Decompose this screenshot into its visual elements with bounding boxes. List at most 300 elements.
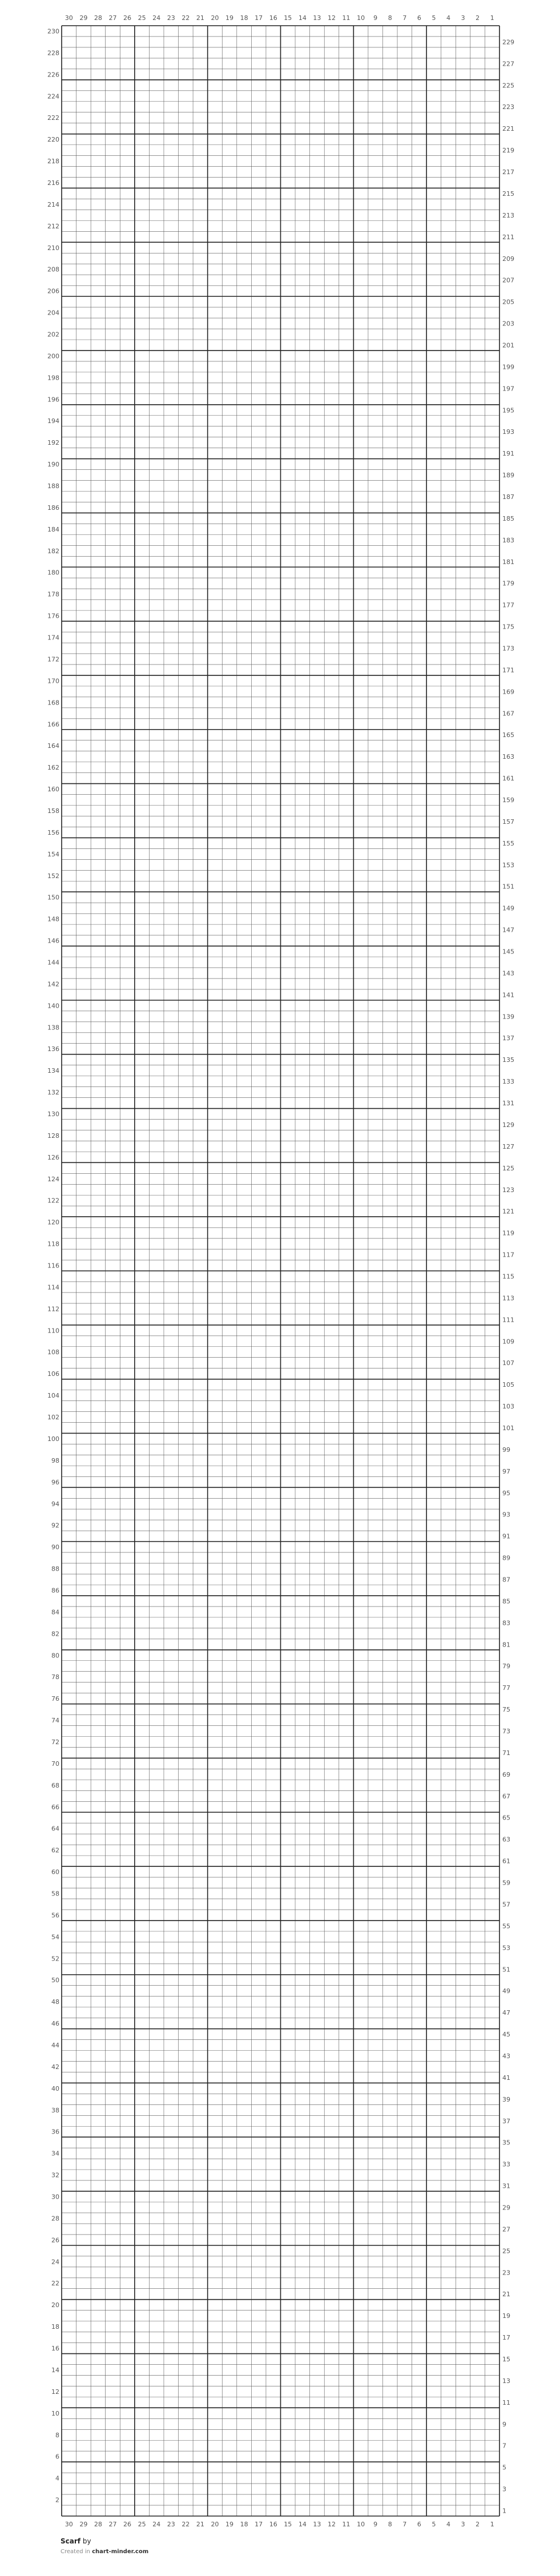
row-label-right: 31: [502, 2182, 510, 2190]
row-label-right: 103: [502, 1403, 514, 1411]
column-label-bottom: 15: [284, 2521, 292, 2528]
row-label-left: 122: [47, 1197, 59, 1205]
row-label-right: 111: [502, 1316, 514, 1324]
row-labels-left: [47, 27, 59, 2503]
row-label-left: 132: [47, 1089, 59, 1097]
row-label-right: 181: [502, 558, 514, 566]
row-label-right: 75: [502, 1706, 510, 1714]
column-label-top: 10: [357, 14, 365, 22]
credit-prefix: Created in: [61, 2549, 90, 2555]
row-label-left: 180: [47, 569, 59, 577]
row-label-right: 115: [502, 1273, 514, 1281]
row-label-left: 72: [51, 1738, 59, 1746]
row-label-right: 9: [502, 2420, 506, 2428]
row-label-left: 190: [47, 461, 59, 469]
row-label-left: 204: [47, 309, 59, 317]
column-label-bottom: 10: [357, 2521, 365, 2528]
row-label-right: 29: [502, 2204, 510, 2212]
row-label-right: 13: [502, 2377, 510, 2385]
row-label-right: 45: [502, 2031, 510, 2039]
row-label-right: 81: [502, 1641, 510, 1649]
row-label-right: 105: [502, 1381, 514, 1389]
column-label-bottom: 9: [373, 2521, 378, 2528]
column-label-top: 24: [152, 14, 161, 22]
row-label-left: 152: [47, 872, 59, 880]
row-label-left: 202: [47, 331, 59, 339]
row-label-right: 11: [502, 2398, 510, 2406]
row-label-left: 38: [51, 2106, 59, 2114]
row-label-right: 149: [502, 904, 514, 912]
row-label-left: 150: [47, 893, 59, 901]
row-label-left: 76: [51, 1695, 59, 1703]
row-label-right: 55: [502, 1922, 510, 1930]
row-label-right: 15: [502, 2356, 510, 2364]
row-label-left: 196: [47, 396, 59, 404]
column-label-bottom: 5: [432, 2521, 436, 2528]
column-label-top: 20: [211, 14, 219, 22]
row-label-left: 36: [51, 2128, 59, 2136]
row-label-right: 107: [502, 1359, 514, 1367]
credit-brand-link[interactable]: chart-minder.com: [92, 2549, 149, 2555]
row-label-left: 74: [51, 1717, 59, 1725]
row-label-right: 91: [502, 1532, 510, 1540]
row-label-left: 18: [51, 2323, 59, 2331]
column-label-bottom: 23: [167, 2521, 175, 2528]
row-label-right: 195: [502, 406, 514, 414]
row-label-right: 183: [502, 536, 514, 544]
row-label-left: 134: [47, 1067, 59, 1075]
row-label-right: 89: [502, 1554, 510, 1562]
row-label-left: 166: [47, 721, 59, 728]
row-label-left: 218: [47, 158, 59, 166]
column-label-top: 14: [298, 14, 307, 22]
row-label-left: 16: [51, 2345, 59, 2353]
row-label-right: 191: [502, 450, 514, 458]
row-label-right: 27: [502, 2225, 510, 2233]
column-label-bottom: 17: [255, 2521, 263, 2528]
row-label-right: 99: [502, 1446, 510, 1454]
row-label-left: 96: [51, 1478, 59, 1486]
row-label-left: 14: [51, 2366, 59, 2374]
row-label-left: 228: [47, 49, 59, 57]
row-label-left: 44: [51, 2042, 59, 2050]
row-label-right: 227: [502, 60, 514, 68]
row-label-right: 129: [502, 1121, 514, 1129]
column-label-top: 4: [446, 14, 451, 22]
row-label-left: 92: [51, 1522, 59, 1530]
column-label-bottom: 4: [446, 2521, 451, 2528]
row-label-left: 108: [47, 1349, 59, 1357]
row-label-left: 198: [47, 374, 59, 382]
row-label-left: 124: [47, 1175, 59, 1183]
row-label-right: 53: [502, 1944, 510, 1952]
row-label-left: 30: [51, 2193, 59, 2201]
column-label-bottom: 28: [94, 2521, 102, 2528]
row-label-right: 213: [502, 211, 514, 219]
row-label-left: 164: [47, 742, 59, 750]
row-label-right: 109: [502, 1338, 514, 1346]
row-label-left: 220: [47, 136, 59, 144]
row-label-left: 10: [51, 2409, 59, 2417]
column-label-bottom: 20: [211, 2521, 219, 2528]
row-label-left: 206: [47, 287, 59, 295]
row-label-right: 155: [502, 839, 514, 847]
row-label-right: 173: [502, 645, 514, 653]
row-label-left: 54: [51, 1933, 59, 1941]
column-labels-bottom: [65, 2521, 494, 2528]
row-label-left: 94: [51, 1500, 59, 1508]
column-label-bottom: 18: [240, 2521, 248, 2528]
row-label-right: 93: [502, 1511, 510, 1519]
column-label-bottom: 14: [298, 2521, 307, 2528]
row-label-left: 224: [47, 92, 59, 100]
row-label-right: 65: [502, 1814, 510, 1822]
row-label-left: 2: [55, 2496, 59, 2504]
row-label-right: 211: [502, 233, 514, 241]
row-label-left: 50: [51, 1977, 59, 1985]
column-label-top: 17: [255, 14, 263, 22]
row-label-right: 135: [502, 1056, 514, 1064]
row-label-left: 112: [47, 1305, 59, 1313]
row-label-left: 28: [51, 2215, 59, 2223]
row-label-left: 88: [51, 1565, 59, 1573]
row-label-right: 139: [502, 1013, 514, 1021]
row-label-left: 24: [51, 2258, 59, 2266]
row-label-right: 123: [502, 1186, 514, 1194]
row-label-left: 186: [47, 504, 59, 512]
row-label-right: 193: [502, 428, 514, 436]
row-label-left: 6: [55, 2453, 59, 2461]
row-label-left: 22: [51, 2280, 59, 2288]
row-label-left: 98: [51, 1456, 59, 1464]
row-label-right: 167: [502, 710, 514, 718]
row-label-left: 106: [47, 1370, 59, 1378]
row-label-right: 43: [502, 2052, 510, 2060]
column-label-top: 18: [240, 14, 248, 22]
row-label-left: 78: [51, 1673, 59, 1681]
column-label-bottom: 8: [388, 2521, 392, 2528]
row-label-left: 26: [51, 2236, 59, 2244]
row-label-left: 182: [47, 547, 59, 555]
column-label-top: 12: [327, 14, 336, 22]
row-label-right: 209: [502, 255, 514, 263]
row-label-right: 97: [502, 1467, 510, 1475]
row-label-left: 214: [47, 200, 59, 208]
row-label-left: 188: [47, 482, 59, 490]
row-label-right: 201: [502, 341, 514, 349]
row-label-right: 207: [502, 276, 514, 284]
row-label-right: 187: [502, 493, 514, 501]
row-label-right: 61: [502, 1857, 510, 1865]
column-label-top: 1: [490, 14, 494, 22]
column-label-bottom: 16: [269, 2521, 277, 2528]
row-label-right: 133: [502, 1078, 514, 1086]
row-label-left: 20: [51, 2301, 59, 2309]
column-label-bottom: 26: [123, 2521, 132, 2528]
row-label-left: 222: [47, 114, 59, 122]
row-label-right: 33: [502, 2160, 510, 2168]
row-label-right: 223: [502, 103, 514, 111]
row-label-right: 121: [502, 1208, 514, 1215]
row-label-left: 12: [51, 2388, 59, 2396]
row-label-right: 39: [502, 2095, 510, 2103]
row-label-left: 142: [47, 980, 59, 988]
row-label-right: 203: [502, 320, 514, 328]
row-label-right: 147: [502, 926, 514, 934]
row-label-right: 37: [502, 2117, 510, 2125]
column-label-bottom: 30: [65, 2521, 73, 2528]
row-label-right: 5: [502, 2464, 506, 2472]
row-label-left: 216: [47, 179, 59, 187]
column-label-top: 27: [108, 14, 117, 22]
row-label-right: 73: [502, 1728, 510, 1736]
row-label-right: 219: [502, 147, 514, 155]
column-label-bottom: 3: [461, 2521, 465, 2528]
row-label-left: 146: [47, 937, 59, 945]
row-label-left: 84: [51, 1608, 59, 1616]
footer-credit-line: [61, 2549, 148, 2555]
column-label-bottom: 2: [476, 2521, 480, 2528]
row-label-right: 205: [502, 298, 514, 306]
column-label-top: 25: [138, 14, 146, 22]
row-label-left: 42: [51, 2063, 59, 2071]
row-label-right: 169: [502, 688, 514, 696]
row-label-left: 100: [47, 1435, 59, 1443]
column-label-top: 6: [417, 14, 421, 22]
row-label-right: 185: [502, 514, 514, 522]
row-label-right: 225: [502, 82, 514, 90]
column-label-bottom: 13: [313, 2521, 321, 2528]
row-label-right: 95: [502, 1489, 510, 1497]
row-label-left: 154: [47, 850, 59, 858]
row-label-right: 57: [502, 1901, 510, 1909]
column-label-top: 13: [313, 14, 321, 22]
column-label-bottom: 22: [182, 2521, 190, 2528]
row-label-right: 145: [502, 948, 514, 956]
row-label-right: 217: [502, 168, 514, 176]
row-label-right: 119: [502, 1229, 514, 1237]
row-label-right: 113: [502, 1294, 514, 1302]
column-label-top: 21: [196, 14, 204, 22]
row-label-right: 23: [502, 2269, 510, 2277]
row-label-left: 62: [51, 1846, 59, 1854]
row-label-right: 159: [502, 796, 514, 804]
column-label-top: 26: [123, 14, 132, 22]
column-label-top: 30: [65, 14, 73, 22]
row-label-left: 140: [47, 1002, 59, 1010]
row-label-right: 69: [502, 1770, 510, 1778]
row-label-right: 47: [502, 2009, 510, 2017]
row-label-left: 64: [51, 1825, 59, 1833]
column-label-top: 28: [94, 14, 102, 22]
row-label-right: 77: [502, 1684, 510, 1692]
row-label-right: 161: [502, 775, 514, 783]
column-label-top: 23: [167, 14, 175, 22]
row-label-left: 118: [47, 1240, 59, 1248]
row-label-left: 194: [47, 417, 59, 425]
row-label-right: 151: [502, 883, 514, 891]
row-label-left: 174: [47, 634, 59, 642]
column-label-bottom: 29: [79, 2521, 88, 2528]
column-label-bottom: 12: [327, 2521, 336, 2528]
row-label-right: 165: [502, 731, 514, 739]
row-label-left: 90: [51, 1543, 59, 1551]
row-label-left: 52: [51, 1955, 59, 1963]
chart-by: by: [82, 2537, 91, 2545]
row-label-left: 170: [47, 677, 59, 685]
column-label-bottom: 1: [490, 2521, 494, 2528]
column-label-bottom: 21: [196, 2521, 204, 2528]
row-label-right: 125: [502, 1164, 514, 1172]
row-label-left: 120: [47, 1218, 59, 1226]
column-label-top: 29: [79, 14, 88, 22]
row-label-left: 48: [51, 1998, 59, 2006]
column-labels-top: [65, 14, 494, 22]
column-label-top: 9: [373, 14, 378, 22]
row-label-right: 177: [502, 601, 514, 609]
row-label-left: 160: [47, 786, 59, 794]
row-label-right: 127: [502, 1142, 514, 1150]
column-label-bottom: 11: [342, 2521, 350, 2528]
row-label-right: 25: [502, 2247, 510, 2255]
row-label-left: 168: [47, 699, 59, 707]
row-label-left: 110: [47, 1327, 59, 1335]
row-label-left: 172: [47, 655, 59, 663]
column-label-top: 22: [182, 14, 190, 22]
column-label-top: 2: [476, 14, 480, 22]
row-label-left: 4: [55, 2474, 59, 2482]
row-label-left: 46: [51, 2020, 59, 2028]
row-label-right: 35: [502, 2139, 510, 2147]
row-label-left: 156: [47, 828, 59, 836]
column-label-bottom: 6: [417, 2521, 421, 2528]
column-label-top: 3: [461, 14, 465, 22]
row-label-left: 130: [47, 1110, 59, 1118]
row-label-left: 176: [47, 612, 59, 620]
row-label-left: 230: [47, 27, 59, 35]
row-label-right: 153: [502, 861, 514, 869]
row-label-right: 157: [502, 818, 514, 826]
row-label-left: 178: [47, 590, 59, 598]
row-label-right: 21: [502, 2291, 510, 2299]
row-label-left: 60: [51, 1868, 59, 1876]
row-label-right: 117: [502, 1251, 514, 1259]
row-label-right: 67: [502, 1792, 510, 1800]
row-label-left: 144: [47, 959, 59, 967]
row-label-right: 17: [502, 2334, 510, 2342]
column-label-top: 15: [284, 14, 292, 22]
row-label-right: 101: [502, 1424, 514, 1432]
row-label-left: 114: [47, 1283, 59, 1291]
row-label-left: 208: [47, 265, 59, 273]
row-label-right: 71: [502, 1749, 510, 1757]
row-label-left: 56: [51, 1911, 59, 1919]
row-label-left: 68: [51, 1781, 59, 1789]
row-label-left: 210: [47, 244, 59, 252]
row-label-left: 212: [47, 222, 59, 230]
row-label-right: 7: [502, 2442, 506, 2450]
row-label-left: 8: [55, 2431, 59, 2439]
row-label-left: 70: [51, 1760, 59, 1768]
row-label-right: 171: [502, 666, 514, 674]
column-label-bottom: 27: [108, 2521, 117, 2528]
row-label-right: 179: [502, 579, 514, 587]
row-label-right: 137: [502, 1035, 514, 1043]
row-label-left: 126: [47, 1153, 59, 1161]
row-label-left: 158: [47, 807, 59, 815]
row-label-left: 104: [47, 1392, 59, 1400]
row-label-right: 189: [502, 472, 514, 480]
row-label-right: 175: [502, 623, 514, 631]
column-label-bottom: 19: [225, 2521, 234, 2528]
chart-grid-major: [62, 26, 499, 2516]
column-label-top: 5: [432, 14, 436, 22]
row-label-right: 19: [502, 2312, 510, 2320]
row-label-right: 85: [502, 1597, 510, 1605]
column-label-bottom: 25: [138, 2521, 146, 2528]
row-label-right: 63: [502, 1836, 510, 1844]
row-label-left: 128: [47, 1132, 59, 1140]
row-label-left: 34: [51, 2150, 59, 2158]
row-label-left: 86: [51, 1587, 59, 1595]
row-label-left: 82: [51, 1630, 59, 1638]
column-label-top: 11: [342, 14, 350, 22]
row-label-right: 131: [502, 1100, 514, 1108]
column-label-top: 16: [269, 14, 277, 22]
row-label-right: 215: [502, 190, 514, 198]
row-label-right: 59: [502, 1879, 510, 1887]
chart-title: Scarf: [61, 2537, 80, 2545]
row-label-right: 163: [502, 753, 514, 761]
row-label-right: 141: [502, 991, 514, 999]
footer-title-line: [61, 2537, 148, 2545]
row-labels-right: [502, 38, 514, 2514]
column-label-bottom: 7: [402, 2521, 407, 2528]
row-label-left: 32: [51, 2171, 59, 2179]
row-label-right: 199: [502, 363, 514, 371]
row-label-right: 49: [502, 1987, 510, 1995]
row-label-left: 226: [47, 71, 59, 79]
row-label-right: 83: [502, 1619, 510, 1627]
row-label-left: 200: [47, 352, 59, 360]
row-label-right: 1: [502, 2507, 506, 2515]
column-label-bottom: 24: [152, 2521, 161, 2528]
row-label-left: 184: [47, 525, 59, 533]
row-label-right: 3: [502, 2485, 506, 2493]
row-label-left: 66: [51, 1803, 59, 1811]
row-label-left: 192: [47, 439, 59, 447]
column-label-top: 19: [225, 14, 234, 22]
row-label-right: 197: [502, 385, 514, 393]
row-label-left: 148: [47, 915, 59, 923]
row-label-left: 138: [47, 1024, 59, 1032]
row-label-left: 136: [47, 1045, 59, 1053]
row-label-left: 102: [47, 1414, 59, 1422]
row-label-right: 221: [502, 125, 514, 133]
chart-footer: [61, 2537, 148, 2555]
column-label-top: 7: [402, 14, 407, 22]
row-label-right: 51: [502, 1966, 510, 1974]
column-label-top: 8: [388, 14, 392, 22]
row-label-right: 229: [502, 38, 514, 46]
row-label-left: 80: [51, 1652, 59, 1660]
row-label-right: 79: [502, 1663, 510, 1671]
row-label-left: 162: [47, 764, 59, 772]
row-label-right: 143: [502, 969, 514, 977]
row-label-right: 87: [502, 1576, 510, 1584]
row-label-left: 40: [51, 2084, 59, 2092]
row-label-right: 41: [502, 2074, 510, 2082]
